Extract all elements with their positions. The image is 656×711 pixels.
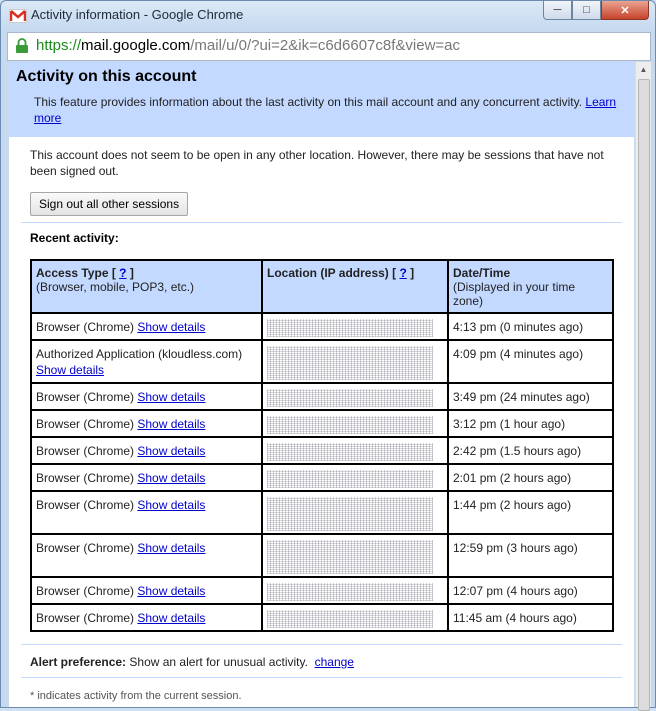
scrollbar-thumb[interactable]	[638, 79, 650, 711]
location-cell	[262, 340, 448, 383]
window-title: Activity information - Google Chrome	[31, 7, 244, 22]
access-type-text: Browser (Chrome)	[36, 320, 135, 334]
show-details-link[interactable]: Show details	[137, 444, 206, 458]
table-row	[31, 534, 613, 577]
table-row	[31, 604, 613, 631]
column-sub: (Browser, mobile, POP3, etc.)	[36, 280, 195, 294]
redacted-ip	[267, 497, 433, 531]
column-label: Access Type [	[36, 266, 116, 280]
access-type-text: Browser (Chrome)	[36, 444, 135, 458]
minimize-button[interactable]	[543, 1, 572, 20]
minimize-icon: ─	[553, 4, 562, 16]
datetime-cell: 2:42 pm (1.5 hours ago)	[448, 437, 613, 464]
table-row	[31, 313, 613, 340]
location-cell	[262, 437, 448, 464]
location-cell	[262, 534, 448, 577]
activity-table	[30, 259, 614, 632]
redacted-ip	[267, 610, 433, 628]
description-text: This feature provides information about the last activity on this mail account and any concurrent activity.	[34, 95, 583, 109]
access-type-cell	[31, 464, 262, 491]
close-icon: ✕	[620, 4, 630, 17]
datetime-cell: 11:45 am (4 hours ago)	[448, 604, 613, 631]
page-content	[9, 62, 634, 707]
table-row	[31, 410, 613, 437]
url-host: mail.google.com	[81, 37, 191, 54]
learn-more-link[interactable]: Learn more	[34, 95, 617, 125]
location-help-link[interactable]: ?	[399, 266, 407, 280]
redacted-ip	[267, 319, 433, 337]
column-sub: (Displayed in your time zone)	[453, 280, 576, 308]
datetime-cell: 1:44 pm (2 hours ago)	[448, 491, 613, 534]
location-cell	[262, 464, 448, 491]
close-button[interactable]	[601, 1, 649, 20]
show-details-link[interactable]: Show details	[137, 541, 206, 555]
show-details-link[interactable]: Show details	[137, 498, 206, 512]
datetime-cell: 4:13 pm (0 minutes ago)	[448, 313, 613, 340]
url-scheme: https://	[36, 37, 82, 54]
title-bar[interactable]	[1, 1, 655, 31]
redacted-ip	[267, 443, 433, 461]
table-row	[31, 383, 613, 410]
access-type-cell	[31, 604, 262, 631]
access-type-cell	[31, 491, 262, 534]
redacted-ip	[267, 416, 433, 434]
alert-text: Show an alert for unusual activity.	[129, 655, 308, 669]
info-header	[9, 62, 634, 137]
alert-label: Alert preference:	[30, 655, 127, 669]
access-type-text: Browser (Chrome)	[36, 498, 135, 512]
scroll-up-icon[interactable]: ▲	[639, 65, 648, 74]
lock-icon	[15, 38, 29, 54]
column-datetime	[448, 260, 613, 313]
datetime-cell: 4:09 pm (4 minutes ago)	[448, 340, 613, 383]
column-label: Date/Time	[453, 266, 511, 280]
location-cell	[262, 577, 448, 604]
url-path: /mail/u/0/?ui=2&ik=c6d6607c8f&view=ac	[190, 37, 461, 54]
alert-preference	[9, 645, 634, 669]
access-type-text: Browser (Chrome)	[36, 584, 135, 598]
bracket: ]	[410, 266, 415, 280]
bracket: ]	[129, 266, 134, 280]
vertical-scrollbar[interactable]	[635, 62, 651, 707]
location-cell	[262, 604, 448, 631]
show-details-link[interactable]: Show details	[36, 363, 105, 377]
access-type-cell	[31, 410, 262, 437]
location-cell	[262, 383, 448, 410]
table-header-row	[31, 260, 613, 313]
access-type-text: Browser (Chrome)	[36, 541, 135, 555]
show-details-link[interactable]: Show details	[137, 417, 206, 431]
redacted-ip	[267, 583, 433, 601]
access-type-text: Authorized Application (kloudless.com)	[36, 347, 243, 361]
table-row	[31, 437, 613, 464]
maximize-icon: □	[583, 4, 590, 16]
show-details-link[interactable]: Show details	[137, 471, 206, 485]
page-title: Activity on this account	[16, 68, 197, 85]
column-access-type	[31, 260, 262, 313]
change-alert-link[interactable]: change	[314, 655, 354, 669]
table-row	[31, 491, 613, 534]
access-type-cell	[31, 437, 262, 464]
show-details-link[interactable]: Show details	[137, 584, 206, 598]
redacted-ip	[267, 540, 433, 574]
show-details-link[interactable]: Show details	[137, 320, 206, 334]
table-row	[31, 464, 613, 491]
access-type-cell	[31, 340, 262, 383]
datetime-cell: 2:01 pm (2 hours ago)	[448, 464, 613, 491]
access-type-text: Browser (Chrome)	[36, 611, 135, 625]
sessions-status: This account does not seem to be open in any other location. However, there may be sessions that have not been signed out.	[30, 148, 604, 178]
column-label: Location (IP address) [	[267, 266, 397, 280]
column-location	[262, 260, 448, 313]
redacted-ip	[267, 470, 433, 488]
maximize-button[interactable]	[572, 1, 601, 20]
datetime-cell: 3:12 pm (1 hour ago)	[448, 410, 613, 437]
sign-out-sessions-button[interactable]: Sign out all other sessions	[30, 192, 188, 216]
access-type-help-link[interactable]: ?	[119, 266, 127, 280]
access-type-text: Browser (Chrome)	[36, 417, 135, 431]
location-cell	[262, 313, 448, 340]
access-type-text: Browser (Chrome)	[36, 390, 135, 404]
datetime-cell: 12:59 pm (3 hours ago)	[448, 534, 613, 577]
location-cell	[262, 491, 448, 534]
address-bar[interactable]	[7, 32, 651, 61]
table-row	[31, 577, 613, 604]
show-details-link[interactable]: Show details	[137, 611, 206, 625]
page-description	[34, 94, 627, 126]
access-type-cell	[31, 577, 262, 604]
datetime-cell: 3:49 pm (24 minutes ago)	[448, 383, 613, 410]
table-row	[31, 340, 613, 383]
sessions-section	[9, 137, 634, 216]
access-type-cell	[31, 534, 262, 577]
location-cell	[262, 410, 448, 437]
access-type-text: Browser (Chrome)	[36, 471, 135, 485]
footnote: * indicates activity from the current session.	[30, 690, 242, 702]
datetime-cell: 12:07 pm (4 hours ago)	[448, 577, 613, 604]
recent-activity-heading: Recent activity:	[30, 231, 119, 245]
redacted-ip	[267, 346, 433, 380]
gmail-icon	[9, 9, 27, 23]
redacted-ip	[267, 389, 433, 407]
show-details-link[interactable]: Show details	[137, 390, 206, 404]
access-type-cell	[31, 313, 262, 340]
url-text[interactable]	[36, 37, 460, 54]
access-type-cell	[31, 383, 262, 410]
